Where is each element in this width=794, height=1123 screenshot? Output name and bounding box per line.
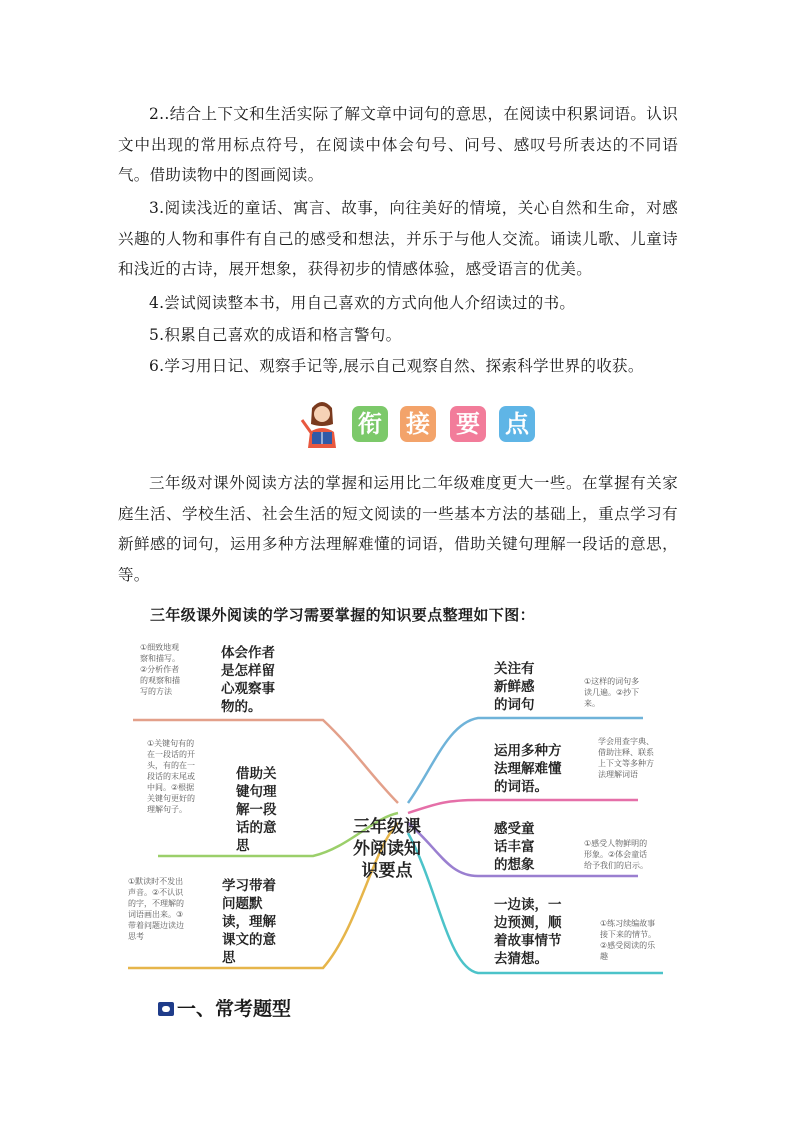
branch-main: 感受童话丰富的想象 [494,821,535,873]
paragraph-2: 2..结合上下文和生活实际了解文章中词句的意思，在阅读中积累词语。认识文中出现的常用标点符号，在阅读中体会句号、问号、感叹号所表达的不同语气。借助读物中的图画阅读。 [118,105,678,184]
banner-tile: 接 [400,406,436,442]
section-banner [300,396,540,454]
branch-note: ①关键句有的在一段话的开头，有的在一段话的末尾或中间。②根据关键句更好的理解句子。 [147,739,195,814]
branch-main: 运用多种方法理解难懂的词语。 [494,743,562,795]
connector-right-2 [408,800,638,813]
branch-main: 学习带着问题默读，理解课文的意思 [222,878,276,966]
paragraph-3: 3.阅读浅近的童话、寓言、故事，向往美好的情境，关心自然和生命，对感兴趣的人物和事件有自己的感受和想法，并乐于与他人交流。诵读儿歌、儿童诗和浅近的古诗，展开想象，获得初步的情感体验，感受语言的优美。 [118,199,678,278]
teacher-reading-icon [300,398,344,450]
paragraph-4: 4.尝试阅读整本书，用自己喜欢的方式向他人介绍读过的书。 [149,294,576,312]
branch-main: 一边读，一边预测，顺着故事情节去猜想。 [494,897,562,967]
section-heading-text: 一、常考题型 [177,998,292,1020]
banner-tile: 要 [450,406,486,442]
paragraph-5: 5.积累自己喜欢的成语和格言警句。 [149,326,402,344]
banner-tile: 点 [499,406,535,442]
branch-note: ①练习续编故事接下来的情节。②感受阅读的乐趣 [600,919,656,961]
branch-note: ①这样的词句多读几遍。②抄下来。 [584,677,640,708]
intro-paragraph: 三年级对课外阅读方法的掌握和运用比二年级难度更大一些。在掌握有关家庭生活、学校生活、社会生活的短文阅读的一些基本方法的基础上，重点学习有新鲜感的词句，运用多种方法理解难懂的词语，借助关键句理解一段话的意思，等。 [118,474,678,584]
branch-main: 体会作者是怎样留心观察事物的。 [221,645,275,715]
branch-note: ①细致地观察和描写。②分析作者的观察和描写的方法 [140,643,180,696]
branch-note: 学会用查字典、借助注释、联系上下文等多种方法理解词语 [598,737,654,779]
paragraph-6: 6.学习用日记、观察手记等,展示自己观察自然、探索科学世界的收获。 [149,357,644,375]
section-heading [158,994,291,1021]
branch-main: 借助关键句理解一段话的意思 [236,766,277,854]
mindmap-caption: 三年级课外阅读的学习需要掌握的知识要点整理如下图： [150,606,536,624]
branch-note: ①感受人物鲜明的形象。②体会童话给予我们的启示。 [584,839,648,870]
mindmap-center: 三年级课外阅读知识要点 [353,817,421,881]
mindmap [118,628,676,980]
bullet-icon [158,1002,174,1016]
branch-main: 关注有新鲜感的词句 [494,661,535,713]
branch-note: ①默读时不发出声音。②不认识的字，不理解的词语画出来。③带着问题边读边思考 [128,877,184,941]
banner-tile: 衔 [352,406,388,442]
